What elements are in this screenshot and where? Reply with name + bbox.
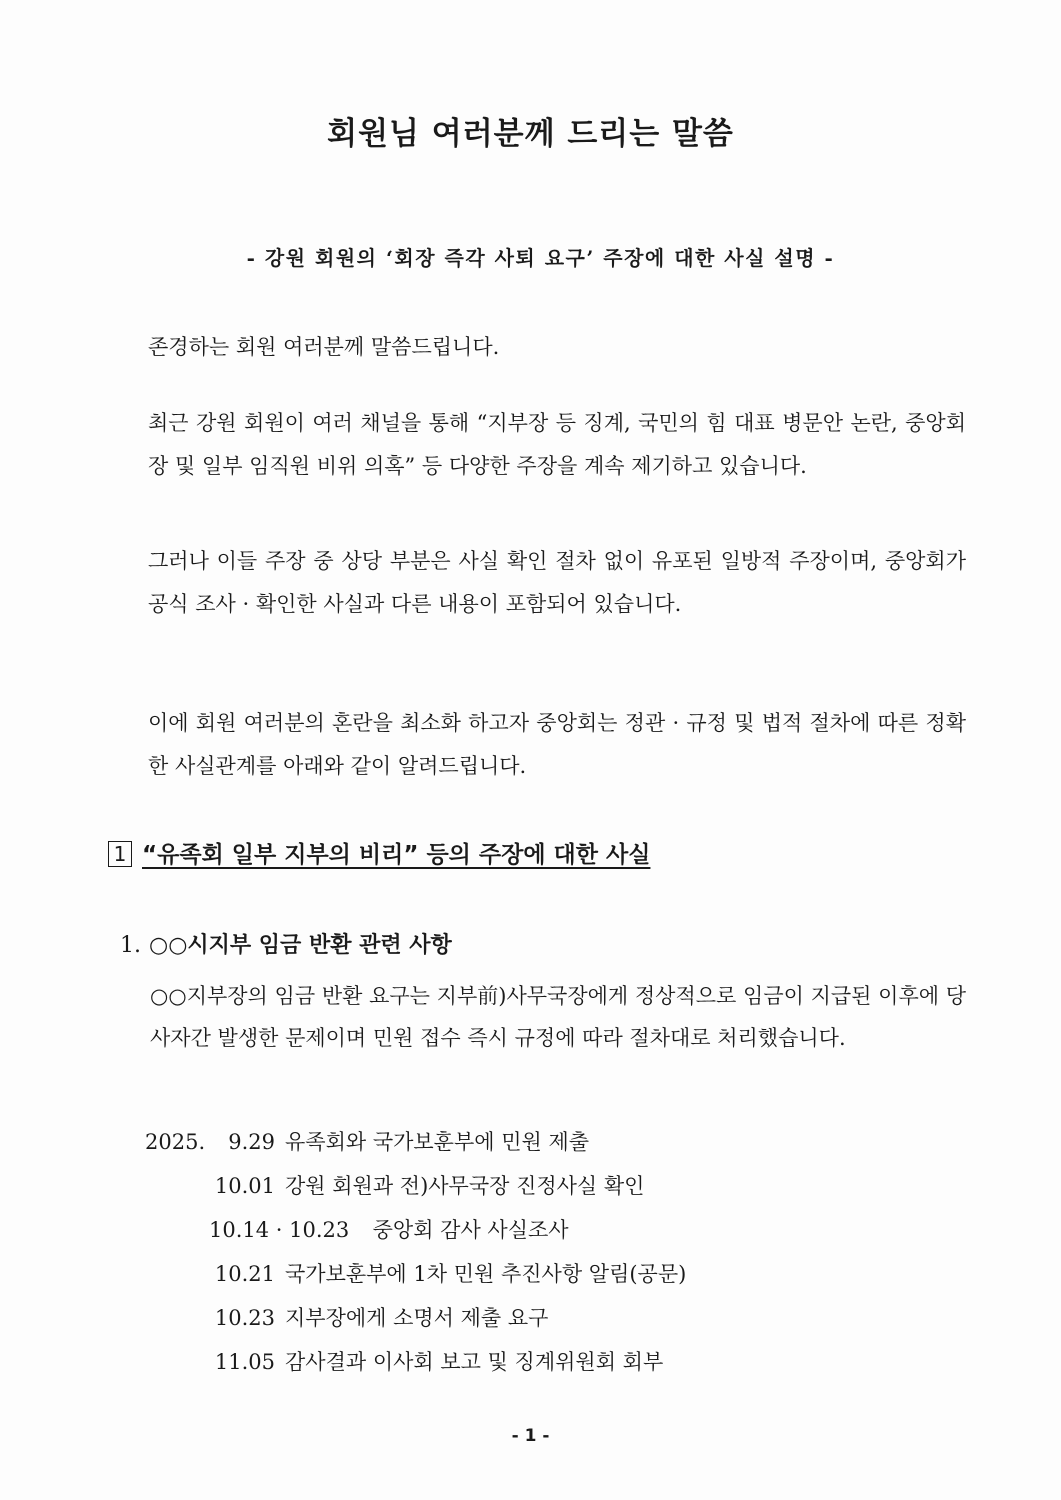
timeline-event: 중앙회 감사 사실조사 <box>372 1218 569 1242</box>
timeline-row <box>145 1164 686 1208</box>
timeline-date: 10.21 <box>214 1262 275 1286</box>
timeline-row <box>145 1208 686 1252</box>
timeline-date: 10.14 · 10.23 <box>209 1218 350 1242</box>
notice-paragraph: 이에 회원 여러분의 혼란을 최소화 하고자 중앙회는 정관 · 규정 및 법적 절차에 따른 정확한 사실관계를 아래와 같이 알려드립니다. <box>148 711 966 778</box>
timeline-event: 강원 회원과 전)사무국장 진정사실 확인 <box>285 1174 645 1198</box>
timeline-year: 2025. <box>145 1130 206 1154</box>
timeline-date: 10.23 <box>214 1306 275 1330</box>
timeline <box>145 1120 686 1384</box>
document-title: 회원님 여러분께 드리는 말씀 <box>327 116 734 152</box>
timeline-date: 11.05 <box>214 1350 275 1374</box>
timeline-row <box>145 1340 686 1384</box>
document-subtitle: - 강원 회원의 ‘회장 즉각 사퇴 요구’ 주장에 대한 사실 설명 - <box>246 246 835 270</box>
section-title: “유족회 일부 지부의 비리” 등의 주장에 대한 사실 <box>142 842 651 868</box>
timeline-row <box>145 1252 686 1296</box>
timeline-row <box>145 1296 686 1340</box>
timeline-event: 지부장에게 소명서 제출 요구 <box>285 1306 549 1330</box>
greeting-paragraph: 존경하는 회원 여러분께 말씀드립니다. <box>148 335 500 359</box>
section-heading <box>108 836 650 869</box>
timeline-date: 9.29 <box>228 1130 275 1154</box>
rebuttal-paragraph: 그러나 이들 주장 중 상당 부분은 사실 확인 절차 없이 유포된 일방적 주장이며, 중앙회가 공식 조사 · 확인한 사실과 다른 내용이 포함되어 있습니다. <box>148 549 966 616</box>
timeline-event: 유족회와 국가보훈부에 민원 제출 <box>285 1130 590 1154</box>
timeline-event: 국가보훈부에 1차 민원 추진사항 알림(공문) <box>285 1262 687 1286</box>
item-title: ○○시지부 임금 반환 관련 사항 <box>149 932 452 958</box>
item-body: ○○지부장의 임금 반환 요구는 지부前)사무국장에게 정상적으로 임금이 지급된 이후에 당사자간 발생한 문제이며 민원 접수 즉시 규정에 따라 절차대로 처리했습니다. <box>150 984 966 1050</box>
item-number: 1. <box>120 933 141 958</box>
timeline-date: 10.01 <box>214 1174 275 1198</box>
section-number-box: 1 <box>108 841 132 867</box>
page-number: - 1 - <box>511 1426 550 1446</box>
claims-paragraph: 최근 강원 회원이 여러 채널을 통해 “지부장 등 징계, 국민의 힘 대표 병문안 논란, 중앙회장 및 일부 임직원 비위 의혹” 등 다양한 주장을 계속 제기하고 있습니다. <box>148 411 966 478</box>
item-heading <box>120 928 452 959</box>
timeline-event: 감사결과 이사회 보고 및 징계위원회 회부 <box>285 1350 664 1374</box>
timeline-row <box>145 1120 686 1164</box>
